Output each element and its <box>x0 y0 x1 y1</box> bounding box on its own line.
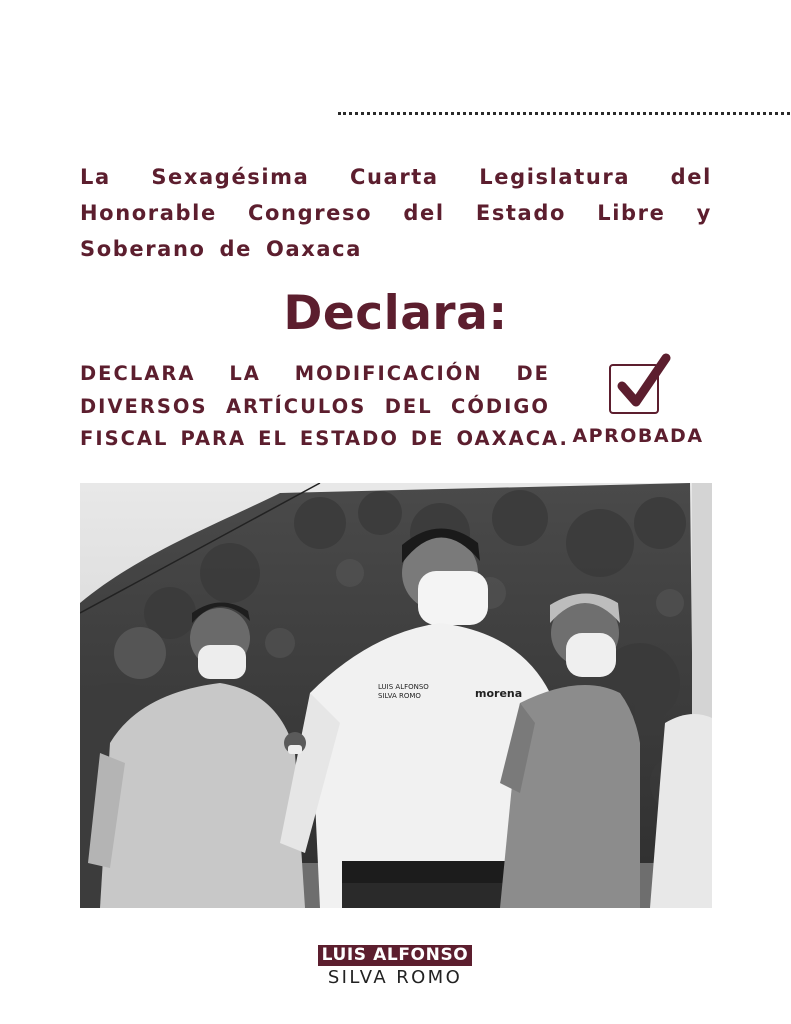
status-badge: APROBADA <box>572 425 704 447</box>
decree-word: FISCAL <box>80 427 169 450</box>
intro-word: Oaxaca <box>266 237 362 261</box>
intro-word: Sexagésima <box>151 165 310 189</box>
intro-word: y <box>696 201 712 225</box>
logo-name-second: SILVA ROMO <box>327 967 463 988</box>
intro-word: del <box>670 165 712 189</box>
intro-line <box>80 195 712 231</box>
decree-word: MODIFICACIÓN <box>294 362 483 385</box>
decree-word: PARA <box>180 427 247 450</box>
logo-name-first: LUIS ALFONSO <box>318 945 472 966</box>
decree-word: ARTÍCULOS <box>225 394 367 418</box>
intro-word: La <box>80 165 111 189</box>
intro-word: del <box>403 201 445 225</box>
decree-line <box>80 391 550 424</box>
decree-word: DEL <box>384 394 433 418</box>
shirt-logo: morena <box>475 687 523 700</box>
intro-word: Legislatura <box>479 165 631 189</box>
intro-word: Libre <box>597 201 666 225</box>
decree-word: DIVERSOS <box>80 394 208 418</box>
intro-word: de <box>219 237 253 261</box>
page-title: Declara: <box>283 286 508 341</box>
intro-word: Estado <box>475 201 566 225</box>
decree-text <box>80 358 569 456</box>
event-photo <box>80 483 712 908</box>
shirt-name-2: SILVA ROMO <box>378 692 421 700</box>
decree-word: DE <box>410 427 445 450</box>
checkmark-icon <box>614 352 672 412</box>
intro-word: Honorable <box>80 201 217 225</box>
decree-word: LA <box>229 362 261 385</box>
decree-word: ESTADO <box>299 427 399 450</box>
intro-word: Soberano <box>80 237 206 261</box>
decree-line <box>80 358 550 391</box>
intro-line <box>80 159 712 195</box>
decree-word: CÓDIGO <box>451 394 550 418</box>
dotted-divider <box>338 112 790 115</box>
decree-word: OAXACA. <box>456 427 569 450</box>
intro-word: Congreso <box>248 201 373 225</box>
decree-word: DECLARA <box>80 362 196 385</box>
decree-word: EL <box>258 427 288 450</box>
shirt-name-1: LUIS ALFONSO <box>378 683 429 691</box>
decree-word: DE <box>516 362 550 385</box>
decree-line <box>80 423 569 456</box>
intro-text <box>80 159 712 267</box>
intro-word: Cuarta <box>350 165 439 189</box>
intro-line <box>80 231 712 267</box>
